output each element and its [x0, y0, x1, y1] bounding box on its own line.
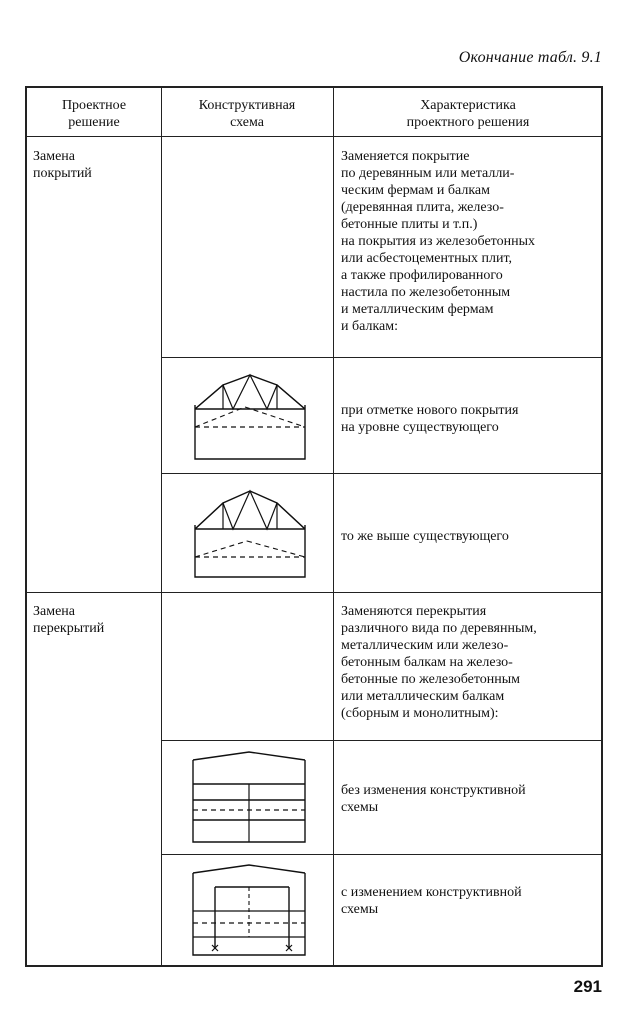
page-number: 291: [573, 977, 602, 996]
row-divider: [161, 740, 603, 741]
table-caption: Окончание табл. 9.1: [458, 49, 602, 66]
floors-row-1-text: без изменения конструктивной схемы: [341, 783, 526, 815]
section-floors-decision: Замена перекрытий: [33, 604, 105, 636]
row-divider: [161, 854, 603, 855]
row-divider: [161, 357, 603, 358]
floor-same-structure-diagram: [185, 748, 315, 848]
row-divider: [161, 473, 603, 474]
section-divider: [27, 592, 603, 593]
column-divider-2: [333, 88, 334, 965]
section-roofs-intro: Заменяется покрытие по деревянным или металли- ческим фермам и балкам (деревянная плита, железо- бетонные плиты и т.п.) на покрытия из железобетонных или асбестоцементных плит, а также профилированного настила по железобетонным и металлическим фермам и балкам:: [341, 149, 535, 334]
floors-row-2-text: с изменением конструктивной схемы: [341, 885, 522, 917]
header-divider: [27, 136, 603, 137]
column-divider-1: [161, 88, 162, 965]
section-floors-intro: Заменяются перекрытия различного вида по деревянным, металлическим или железо- бетонным балкам на железо- бетонные по железобетонным или металлическим балкам (сборным и монолитным):: [341, 604, 537, 721]
truss-roof-raised-diagram: [185, 481, 315, 581]
truss-roof-same-level-diagram: [185, 363, 315, 463]
floor-changed-structure-diagram: [185, 861, 315, 961]
header-col-characteristic: Характеристика проектного решения: [406, 98, 530, 130]
header-col-decision: Проектное решение: [61, 98, 127, 130]
data-table: [25, 86, 603, 967]
section-roofs-decision: Замена покрытий: [33, 149, 92, 181]
header-col-schema: Конструктивная схема: [198, 98, 296, 130]
roofs-row-1-text: при отметке нового покрытия на уровне существующего: [341, 403, 519, 435]
roofs-row-2-text: то же выше существующего: [341, 529, 509, 544]
